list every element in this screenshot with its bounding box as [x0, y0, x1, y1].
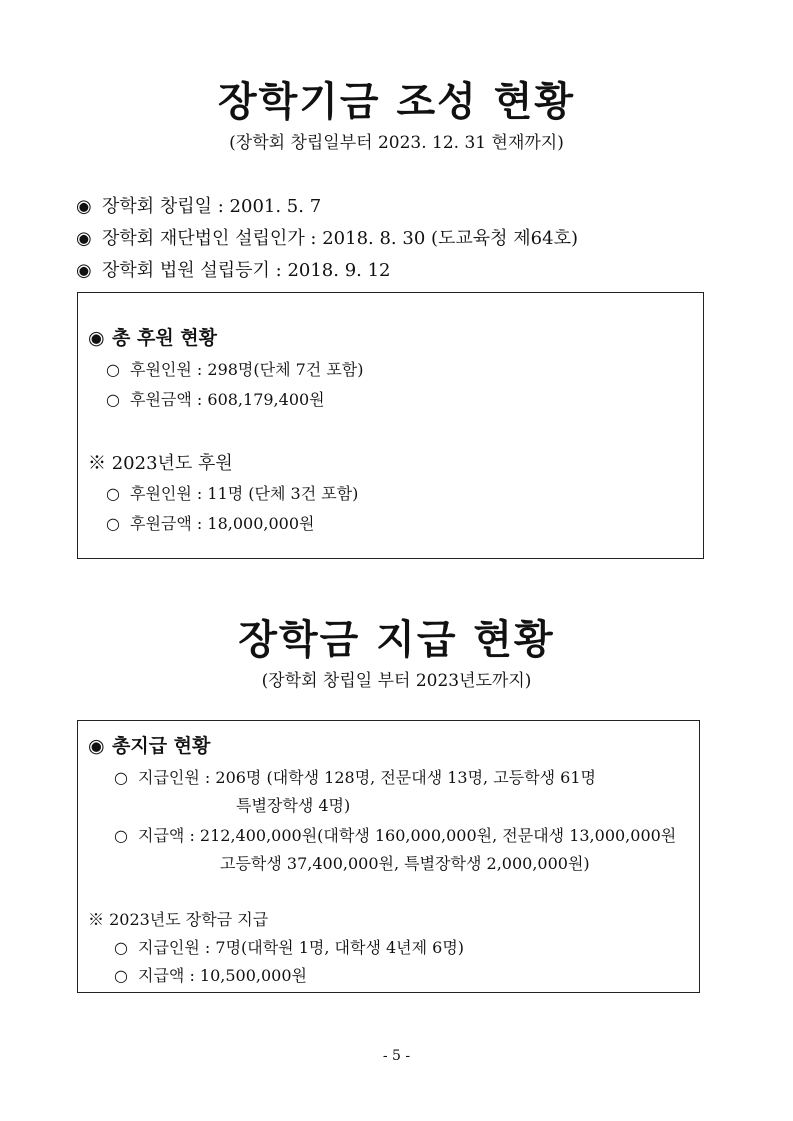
year-paid-item: ○ 지급액 : 10,500,000원	[114, 966, 307, 985]
fund-subtitle: (장학회 창립일부터 2023. 12. 31 현재까지)	[229, 133, 564, 153]
fund-summary-box	[77, 292, 704, 559]
circle-bullet-icon: ○	[106, 390, 120, 409]
target-bullet-icon: ◉	[88, 735, 105, 757]
year-amount-item: ○ 후원금액 : 18,000,000원	[106, 514, 315, 533]
page-number: - 5 -	[382, 1048, 411, 1064]
fact-founding-date	[76, 192, 321, 218]
target-bullet-icon: ◉	[76, 196, 92, 217]
scholarship-title: 장학금 지급 현황	[238, 617, 555, 663]
total-amount-item: ○ 후원금액 : 608,179,400원	[106, 390, 325, 409]
total-paid-item: ○ 지급액 : 212,400,000원(대학생 160,000,000원, 전문대생 13,000,000원	[114, 826, 677, 845]
circle-bullet-icon: ○	[106, 360, 120, 379]
year-donation-heading: ※ 2023년도 후원	[88, 453, 233, 474]
fact-text: 장학회 법원 설립등기 : 2018. 9. 12	[102, 260, 391, 281]
total-paid-item-cont: 고등학생 37,400,000원, 특별장학생 2,000,000원)	[220, 854, 590, 873]
scholarship-summary-box	[77, 720, 700, 993]
circle-bullet-icon: ○	[114, 768, 128, 787]
year-payment-heading: ※ 2023년도 장학금 지급	[88, 910, 269, 929]
fact-foundation-approval	[76, 224, 578, 250]
circle-bullet-icon: ○	[114, 938, 128, 957]
total-donors-item: ○ 후원인원 : 298명(단체 7건 포함)	[106, 360, 364, 379]
total-payment-heading: ◉ 총지급 현황	[88, 735, 211, 757]
year-recipients-item: ○ 지급인원 : 7명(대학원 1명, 대학생 4년제 6명)	[114, 938, 465, 957]
circle-bullet-icon: ○	[106, 514, 120, 533]
target-bullet-icon: ◉	[76, 228, 92, 249]
target-bullet-icon: ◉	[88, 327, 105, 349]
total-donation-heading: ◉ 총 후원 현황	[88, 327, 217, 349]
circle-bullet-icon: ○	[114, 966, 128, 985]
circle-bullet-icon: ○	[106, 484, 120, 503]
fact-text: 장학회 창립일 : 2001. 5. 7	[102, 196, 322, 217]
scholarship-subtitle: (장학회 창립일 부터 2023년도까지)	[261, 671, 532, 691]
fact-court-registration	[76, 256, 391, 282]
total-recipients-item-cont: 특별장학생 4명)	[236, 796, 351, 815]
fund-title: 장학기금 조성 현황	[218, 79, 575, 125]
total-recipients-item: ○ 지급인원 : 206명 (대학생 128명, 전문대생 13명, 고등학생 61명	[114, 768, 596, 787]
circle-bullet-icon: ○	[114, 826, 128, 845]
target-bullet-icon: ◉	[76, 260, 92, 281]
fact-text: 장학회 재단법인 설립인가 : 2018. 8. 30 (도교육청 제64호)	[102, 228, 578, 249]
year-donors-item: ○ 후원인원 : 11명 (단체 3건 포함)	[106, 484, 359, 503]
